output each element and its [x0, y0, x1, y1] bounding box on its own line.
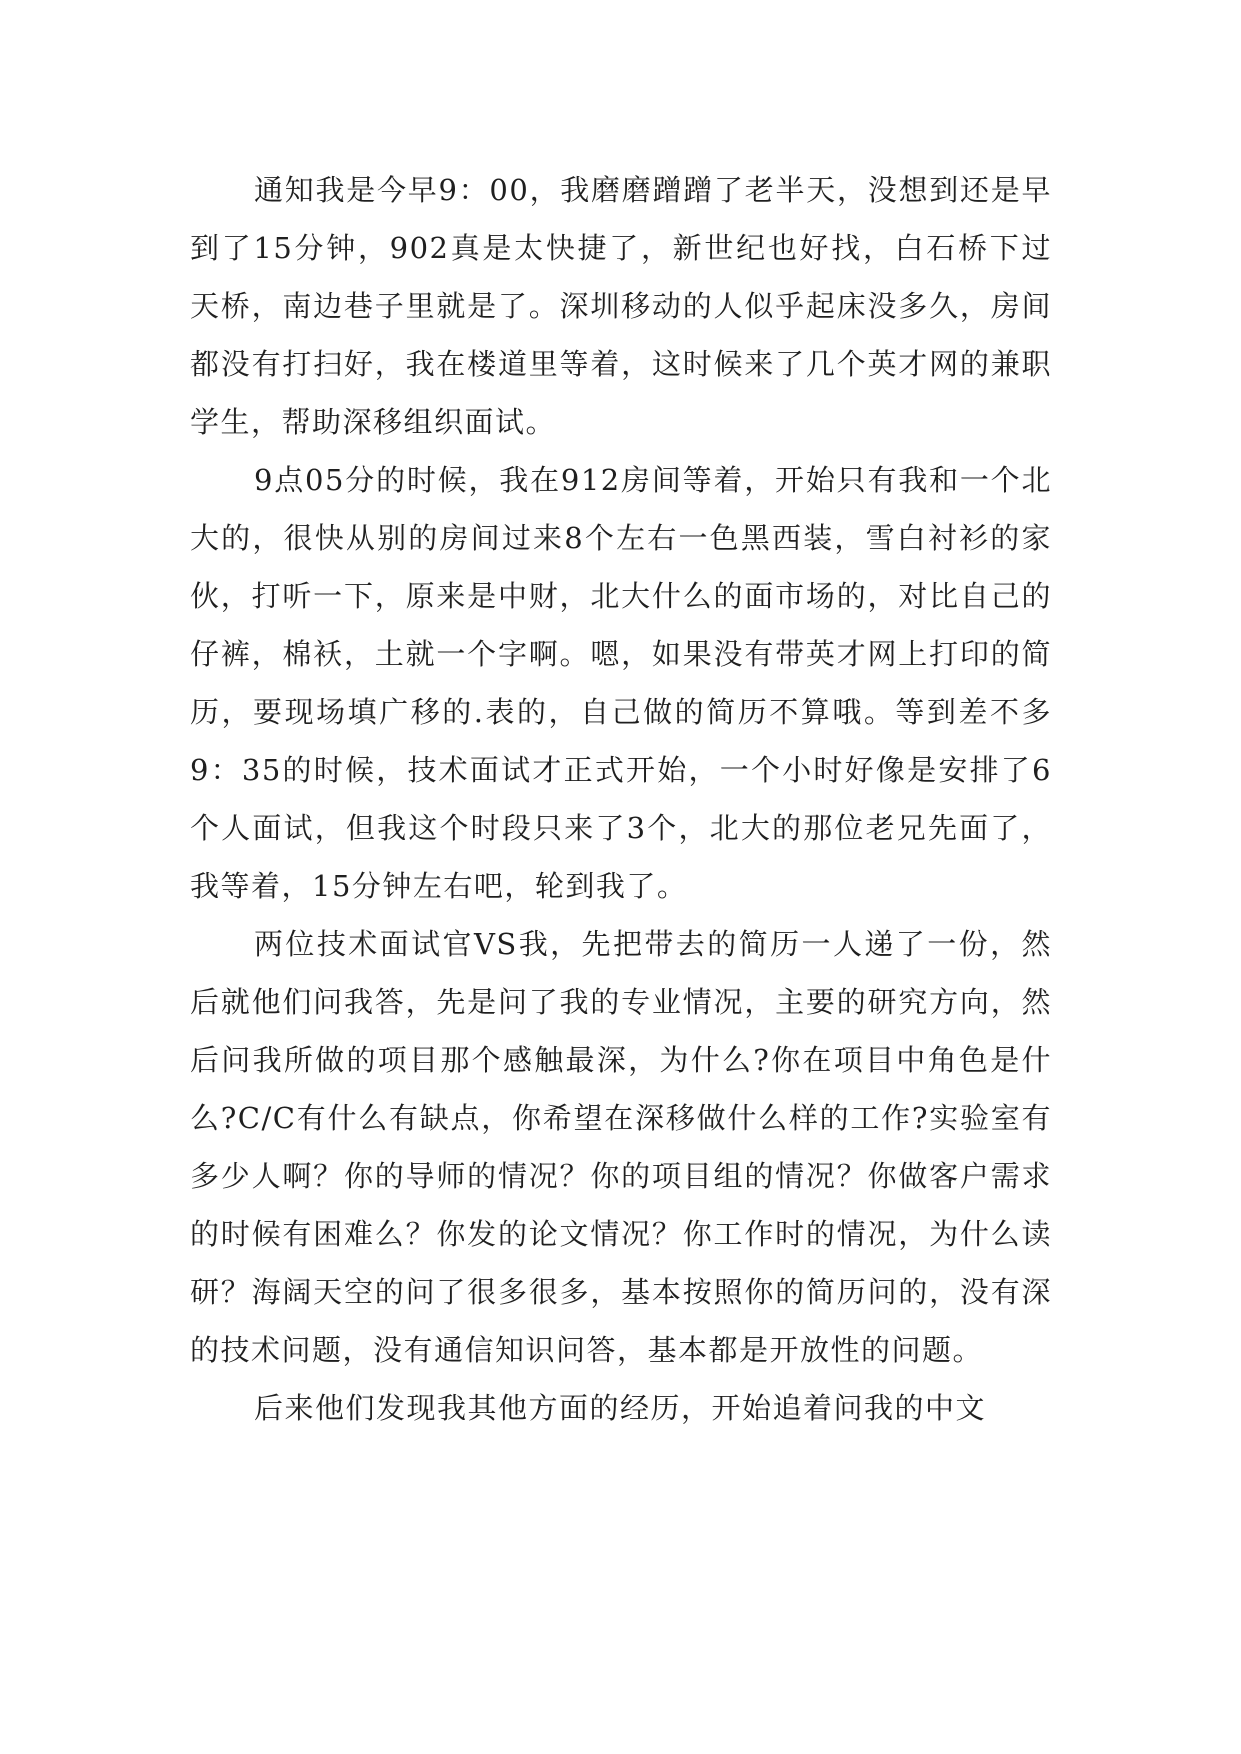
- paragraph-3: 两位技术面试官VS我，先把带去的简历一人递了一份，然后就他们问我答，先是问了我的专业情况，主要的研究方向，然后问我所做的项目那个感触最深，为什么?你在项目中角色是什么?C/C有什么有缺点，你希望在深移做什么样的工作?实验室有多少人啊？你的导师的情况？你的项目组的情况？你做客户需求的时候有困难么？你发的论文情况？你工作时的情况，为什么读研？海阔天空的问了很多很多，基本按照你的简历问的，没有深的技术问题，没有通信知识问答，基本都是开放性的问题。: [190, 927, 1052, 1367]
- paragraph-2: 9点05分的时候，我在912房间等着，开始只有我和一个北大的，很快从别的房间过来8个左右一色黑西装，雪白衬衫的家伙，打听一下，原来是中财，北大什么的面市场的，对比自己的仔裤，棉袄，土就一个字啊。嗯，如果没有带英才网上打印的简历，要现场填广移的.表的，自己做的简历不算哦。等到差不多9：35的时候，技术面试才正式开始，一个小时好像是安排了6个人面试，但我这个时段只来了3个，北大的那位老兄先面了，我等着，15分钟左右吧，轮到我了。: [190, 463, 1052, 903]
- paragraph-4: 后来他们发现我其他方面的经历，开始追着问我的中文: [254, 1391, 987, 1425]
- paragraph-1: 通知我是今早9：00，我磨磨蹭蹭了老半天，没想到还是早到了15分钟，902真是太快捷了，新世纪也好找，白石桥下过天桥，南边巷子里就是了。深圳移动的人似乎起床没多久，房间都没有打扫好，我在楼道里等着，这时候来了几个英才网的兼职学生，帮助深移组织面试。: [190, 173, 1052, 439]
- document-body: [190, 161, 1052, 1437]
